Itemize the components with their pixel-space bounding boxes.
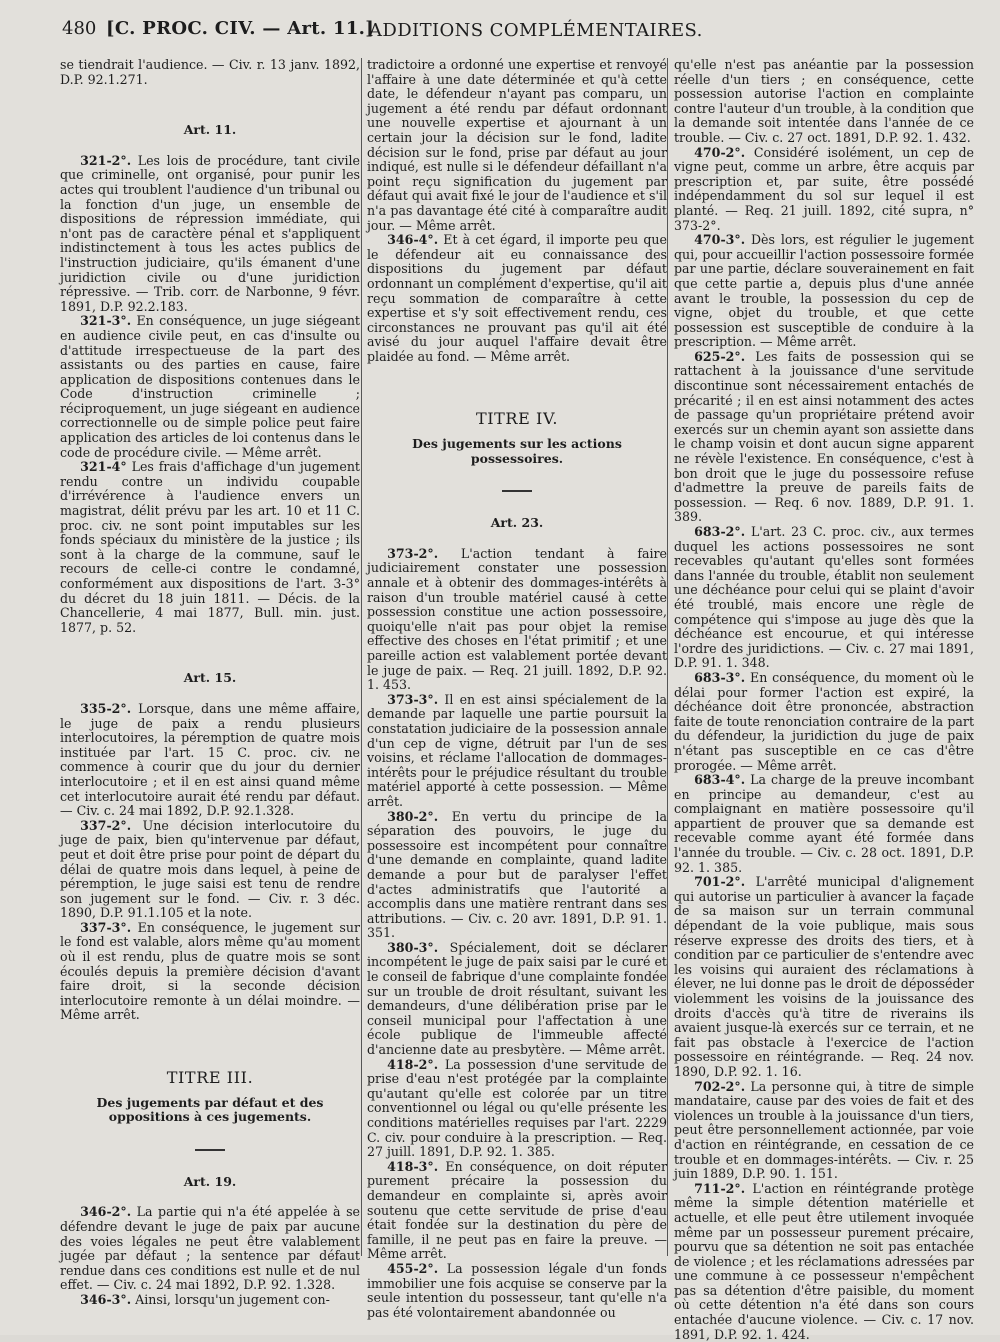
paragraph-625-2: 625-2°. Les faits de possession qui se rattachent à la jouissance d'une servitude discontinue sont nécessairement entachés de précarité ; il en est ainsi notamment des actes de passage qu'un propriétaire prétend avoir exercés sur un chemin ayant son assiette dans le champ voisin et dont aucun signe apparent ne révèle l'existence. En conséquence, c'est à bon droit que le juge du possessoire refuse d'admettre la preuve de pareils faits de possession. — Req. 6 nov. 1889, D.P. 91. 1. 389. bbox=[674, 348, 974, 525]
paragraph-number: 321-3°. bbox=[80, 313, 132, 329]
paragraph-683-3: 683-3°. En conséquence, du moment où le délai pour former l'action est expiré, la déchéance doit être prononcée, abstraction faite de toute renonciation contraire de la part du défendeur, la juridiction du juge de paix n'étant pas susceptible en ce cas d'être prorogée. — Même arrêt. bbox=[674, 669, 974, 773]
paragraph-number: 683-2°. bbox=[694, 524, 746, 539]
paragraph-337-3: 337-3°. En conséquence, le jugement sur le fond est valable, alors même qu'au moment où il est rendu, plus de quatre mois se sont écoulés depuis la première décision d'avant faire droit, si la seconde décision interlocutoire remonte à un délai moindre. — Même arrêt. bbox=[60, 919, 360, 1023]
paragraph-number: 373-2°. bbox=[387, 545, 439, 561]
running-title: ADDITIONS COMPLÉMENTAIRES. bbox=[369, 20, 703, 41]
paragraph-470-3: 470-3°. Dès lors, est régulier le jugement qui, pour accueillir l'action possessoire formée par une partie, déclare souverainement en fait que cette partie a, depuis plus d'une année avant le trouble, la possession du cep de vigne, objet du trouble, et que cette possession est susceptible de conduire à la prescription. — Même arrêt. bbox=[674, 232, 974, 350]
titre-iii-heading: TITRE III. bbox=[166, 1068, 254, 1088]
paragraph-418-3: 418-3°. En conséquence, on doit réputer purement précaire la possession du demandeur en complainte si, après avoir soutenu que cette servitude de prise d'eau était fondée sur la destination du père de famille, il ne peut pas en faire la preuve. — Même arrêt. bbox=[367, 1158, 667, 1262]
column-1 bbox=[60, 58, 360, 1308]
titre-iii-subtitle: Des jugements par défaut et des oppositions à ces jugements. bbox=[96, 1094, 324, 1125]
paragraph-346-4: 346-4°. Et à cet égard, il importe peu que le défendeur ait eu connaissance des dispositions du jugement par défaut ordonnant un complément d'expertise, qu'il ait reçu sommation de comparaître à cette expertise et s'y soit effectivement rendu, ces circonstances ne prouvant pas qu'il ait été avisé du jour auquel l'affaire devait être plaidée au fond. — Même arrêt. bbox=[367, 232, 667, 364]
titre-iv-subtitle: Des jugements sur les actions possessoires. bbox=[412, 436, 622, 466]
paragraph-number: 702-2°. bbox=[694, 1078, 746, 1094]
article-heading-15: Art. 15. bbox=[183, 670, 237, 686]
paragraph-number: 683-3°. bbox=[694, 669, 746, 685]
paragraph-683-2: 683-2°. L'art. 23 C. proc. civ., aux termes duquel les actions possessoires ne sont recevables qu'autant qu'elles sont formées dans l'année du trouble, établit non seulement une déchéance pour celui qui se plaint d'avoir été troublé, mais encore une règle de compétence qui s'impose au juge dès que la déchéance est encourue, et qui intéresse l'ordre des juridictions. — Civ. c. 27 mai 1891, D.P. 91. 1. 348. bbox=[674, 524, 974, 671]
page-number: 480 bbox=[62, 18, 97, 39]
paragraph-380-2: 380-2°. En vertu du principe de la séparation des pouvoirs, le juge du possessoire est incompétent pour connaître d'une demande en complainte, quand ladite demande a pour but de paralyser l'effet d'actes administratifs que l'autorité a accomplis dans une matière rentrant dans ses attributions. — Civ. c. 20 avr. 1891, D.P. 91. 1. 351. bbox=[367, 808, 667, 941]
paragraph-number: 418-3°. bbox=[387, 1158, 439, 1174]
paragraph-373-2: 373-2°. L'action tendant à faire judiciairement constater une possession annale et à obtenir des dommages-intérêts à raison d'un trouble matériel causé à cette possession constitue une action possessoire, quoiqu'elle n'ait pas pour objet la remise effective des choses en l'état primitif ; et une pareille action est valablement portée devant le juge de paix. — Req. 21 juill. 1892, D.P. 92. 1. 453. bbox=[367, 545, 667, 693]
paragraph-321-4: 321-4° Les frais d'affichage d'un jugement rendu contre un individu coupable d'irrévérence à l'audience envers un magistrat, délit prévu par les art. 10 et 11 C. proc. civ. ne sont point imputables sur les fonds spéciaux du ministère de la justice ; ils sont à la charge de la commune, sauf le recours de celle-ci contre le condamné, conformément aux dispositions de l'art. 3-3° du décret du 18 juin 1811. — Décis. de la Chancellerie, 4 mai 1877, Bull. min. just. 1877, p. 52. bbox=[60, 459, 360, 635]
column-rule-right bbox=[667, 58, 668, 1256]
paragraph-321-3: 321-3°. En conséquence, un juge siégeant en audience civile peut, en cas d'insulte ou d'attitude irrespectueuse de la part des assistants ou des parties en cause, faire application de dispositions contenues dans le Code d'instruction criminelle ; réciproquement, un juge siégeant en audience correctionnelle ou de simple police peut faire application des articles de loi contenus dans le code de procédure civile. — Même arrêt. bbox=[60, 313, 360, 460]
paragraph-470-2: 470-2°. Considéré isolément, un cep de vigne peut, comme un arbre, être acquis par prescription et, par suite, être possédé indépendamment du sol sur lequel il est planté. — Req. 21 juill. 1892, cité supra, n° 373-2°. bbox=[674, 144, 974, 233]
paragraph-number: 625-2°. bbox=[694, 348, 746, 364]
code-reference: [C. PROC. CIV. — Art. 11.] bbox=[106, 18, 375, 39]
paragraph-321-2: 321-2°. Les lois de procédure, tant civile que criminelle, ont organisé, pour punir les actes qui troublent l'audience d'un tribunal ou la fonction d'un juge, un ensemble de dispositions de répression immédiate, qui n'ont pas de caractère pénal et s'appliquent indistinctement à tous les actes publics de l'instruction judiciaire, qu'ils émanent d'une juridiction civile ou d'une juridiction répressive. — Trib. corr. de Narbonne, 9 févr. 1891, D.P. 92.2.183. bbox=[60, 152, 360, 314]
paragraph-number: 337-3°. bbox=[80, 919, 132, 935]
paragraph-continuation: se tiendrait l'audience. — Civ. r. 13 janv. 1892, D.P. 92.1.271. bbox=[60, 57, 360, 87]
paragraph-number: 346-3°. bbox=[80, 1291, 132, 1307]
paragraph-683-4: 683-4°. La charge de la preuve incombant en principe au demandeur, c'est au complaignant en matière possessoire qu'il appartient de prouver que sa demande est recevable comme ayant été formée dans l'année du trouble. — Civ. c. 28 oct. 1891, D.P. 92. 1. 385. bbox=[674, 772, 974, 875]
paragraph-number: 337-2°. bbox=[80, 817, 132, 833]
column-2 bbox=[367, 58, 667, 1320]
paragraph-number: 321-2°. bbox=[80, 152, 132, 168]
paragraph-455-2: 455-2°. La possession légale d'un fonds immobilier une fois acquise se conserve par la seule intention du possesseur, tant qu'elle n'a pas été volontairement abandonnée ou bbox=[367, 1260, 667, 1320]
paragraph-continuation: tradictoire a ordonné une expertise et renvoyé l'affaire à une date déterminée et qu'à cette date, le défendeur n'ayant pas comparu, un jugement a été rendu par défaut ordonnant une nouvelle expertise et ajournant à un certain jour la décision sur le fond, ladite décision sur le fond, prise par défaut au jour indiqué, est nulle si le défendeur défaillant n'a point reçu signification du jugement par défaut qui avait fixé le jour de l'audience et s'il n'a pas davantage été cité à comparaître audit jour. — Même arrêt. bbox=[367, 57, 667, 233]
paragraph-711-2: 711-2°. L'action en réintégrande protège même la simple détention matérielle et actuelle, et elle peut être utilement invoquée même par un possesseur purement précaire, pourvu que sa détention ne soit pas entachée de violence ; et les réclamations adressées par une commune à ce possesseur n'empêchent pas sa détention d'être paisible, du moment où cette détention n'a été dans son cours entachée d'aucune violence. — Civ. c. 17 nov. 1891, D.P. 92. 1. 424. bbox=[674, 1180, 974, 1342]
paragraph-380-3: 380-3°. Spécialement, doit se déclarer incompétent le juge de paix saisi par le curé et le conseil de fabrique d'une complainte fondée sur un trouble de droit résultant, suivant les demandeurs, d'une délibération prise par le conseil municipal pour l'affectation à une école publique de l'immeuble affecté d'ancienne date au presbytère. — Même arrêt. bbox=[367, 939, 667, 1058]
paragraph-number: 346-2°. bbox=[80, 1204, 132, 1220]
paragraph-335-2: 335-2°. Lorsque, dans une même affaire, le juge de paix a rendu plusieurs interlocutoires, la péremption de quatre mois instituée par l'art. 15 C. proc. civ. ne commence à courir que du jour du dernier interlocutoire ; et il en est ainsi quand même cet interlocutoire aurait été rendu par défaut. — Civ. c. 24 mai 1892, D.P. 92.1.328. bbox=[60, 700, 360, 819]
paragraph-number: 455-2°. bbox=[387, 1260, 439, 1276]
paragraph-number: 380-3°. bbox=[387, 939, 439, 955]
paragraph-number: 701-2°. bbox=[694, 874, 746, 890]
paragraph-418-2: 418-2°. La possession d'une servitude de prise d'eau n'est protégée par la complainte qu'autant qu'elle est colorée par un titre conventionnel ou légal ou qu'elle présente les conditions matérielles requises par l'art. 2229 C. civ. pour conduire à la prescription. — Req. 27 juill. 1891, D.P. 92. 1. 385. bbox=[367, 1056, 667, 1160]
paragraph-number: 373-3°. bbox=[387, 691, 439, 707]
paragraph-number: 380-2°. bbox=[387, 808, 439, 824]
paragraph-number: 321-4° bbox=[80, 459, 127, 475]
paragraph-number: 470-2°. bbox=[694, 144, 746, 160]
column-rule-left bbox=[361, 58, 362, 1256]
article-heading-23: Art. 23. bbox=[490, 515, 544, 531]
paragraph-number: 470-3°. bbox=[694, 232, 746, 248]
article-heading-19: Art. 19. bbox=[183, 1173, 237, 1189]
page-header bbox=[62, 18, 703, 50]
paragraph-number: 418-2°. bbox=[387, 1056, 439, 1072]
paragraph-337-2: 337-2°. Une décision interlocutoire du juge de paix, bien qu'intervenue par défaut, peut et doit être prise pour point de départ du délai de quatre mois dans lequel, à peine de péremption, le juge saisi est tenu de rendre son jugement sur le fond. — Civ. r. 3 déc. 1890, D.P. 91.1.105 et la note. bbox=[60, 817, 360, 921]
article-heading-11: Art. 11. bbox=[183, 122, 237, 138]
titre-iv-heading: TITRE IV. bbox=[475, 409, 559, 429]
paragraph-number: 335-2°. bbox=[80, 700, 132, 716]
paragraph-373-3: 373-3°. Il en est ainsi spécialement de la demande par laquelle une partie poursuit la constatation judiciaire de la possession annale d'un cep de vigne, détruit par l'un de ses voisins, et réclame l'allocation de dommages-intérêts pour le préjudice résultant du trouble matériel apporté à cette possession. — Même arrêt. bbox=[367, 691, 667, 809]
paragraph-346-3: 346-3°. Ainsi, lorsqu'un jugement con- bbox=[80, 1291, 330, 1307]
paragraph-continuation: qu'elle n'est pas anéantie par la possession réelle d'un tiers ; en conséquence, cette possession autorise l'action en complainte contre l'auteur d'un trouble, à la condition que la demande soit intentée dans l'année de ce trouble. — Civ. c. 27 oct. 1891, D.P. 92. 1. 432. bbox=[674, 57, 974, 145]
paragraph-346-2: 346-2°. La partie qui n'a été appelée à se défendre devant le juge de paix par aucune des voies légales ne peut être valablement jugée par défaut ; la sentence par défaut rendue dans ces conditions est nulle et de nul effet. — Civ. c. 24 mai 1892, D.P. 92. 1.328. bbox=[60, 1204, 360, 1293]
paragraph-number: 346-4°. bbox=[387, 232, 439, 248]
paragraph-702-2: 702-2°. La personne qui, à titre de simple mandataire, cause par des voies de fait et des violences un trouble à la jouissance d'un tiers, peut être personnellement actionnée, par voie d'action en réintégrande, en cessation de ce trouble et en dommages-intérêts. — Civ. r. 25 juin 1889, D.P. 90. 1. 151. bbox=[674, 1078, 974, 1182]
paragraph-number: 683-4°. bbox=[694, 772, 746, 788]
paragraph-701-2: 701-2°. L'arrêté municipal d'alignement qui autorise un particulier à avancer la façade de sa maison sur un terrain communal dépendant de la voie publique, mais sous réserve expresse des droits des tiers, et à condition par ce particulier de s'entendre avec les voisins qui auraient des réclamations à élever, ne lui donne pas le droit de déposséder violemment les voisins de la jouissance des droits d'accès qu'à titre de riverains ils avaient jusque-là exercés sur ce terrain, et ne fait pas obstacle à l'exercice de l'action possessoire en réintégrande. — Req. 24 nov. 1890, D.P. 92. 1. 16. bbox=[674, 874, 974, 1079]
column-3 bbox=[674, 58, 974, 1342]
paragraph-number: 711-2°. bbox=[694, 1180, 746, 1196]
